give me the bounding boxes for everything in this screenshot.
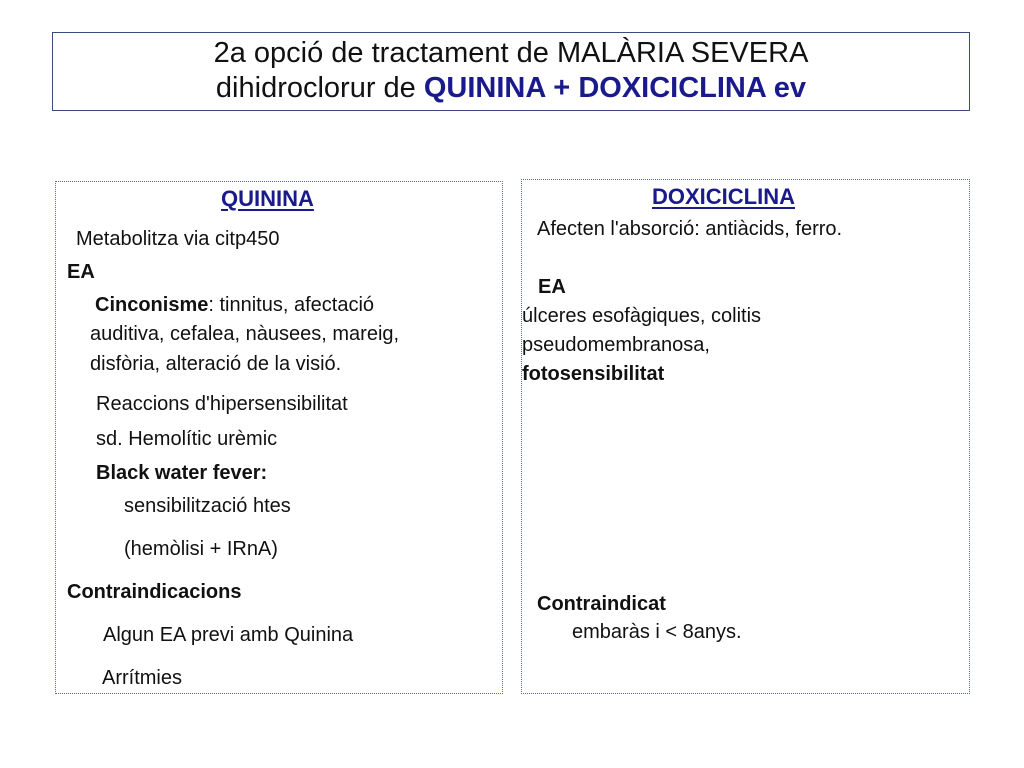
title-line-2 bbox=[53, 71, 969, 106]
title-plus: + bbox=[545, 72, 579, 104]
doxiciclina-contra-text: embaràs i < 8anys. bbox=[572, 621, 742, 643]
doxiciclina-ea-label: EA bbox=[538, 276, 566, 298]
cinconisme-rest: : tinnitus, afectació bbox=[208, 294, 375, 316]
title-prefix: dihidroclorur de bbox=[215, 72, 424, 104]
quinina-cinconisme-line2: auditiva, cefalea, nàusees, mareig, bbox=[90, 323, 400, 345]
quinina-contra-label: Contraindicacions bbox=[67, 581, 242, 603]
doxiciclina-ea-line3: fotosensibilitat bbox=[522, 363, 665, 385]
slide-title bbox=[52, 32, 970, 111]
quinina-contra-1: Algun EA previ amb Quinina bbox=[103, 624, 354, 646]
quinina-metabolism: Metabolitza via citp450 bbox=[76, 228, 280, 250]
quinina-ea-label: EA bbox=[67, 261, 95, 283]
title-drug-doxiciclina: DOXICICLINA bbox=[578, 72, 766, 104]
doxiciclina-panel bbox=[521, 179, 970, 694]
quinina-panel bbox=[55, 181, 503, 694]
quinina-hemolysis: (hemòlisi + IRnA) bbox=[124, 538, 278, 560]
quinina-cinconisme-line3: disfòria, alteració de la visió. bbox=[90, 353, 342, 375]
quinina-contra-2: Arrítmies bbox=[102, 667, 182, 689]
cinconisme-term: Cinconisme bbox=[95, 294, 209, 316]
title-suffix: ev bbox=[765, 72, 807, 104]
quinina-sensitization: sensibilització htes bbox=[124, 495, 291, 517]
doxiciclina-ea-line1: úlceres esofàgiques, colitis bbox=[522, 305, 762, 327]
quinina-hypersensitivity: Reaccions d'hipersensibilitat bbox=[96, 393, 348, 415]
doxiciclina-contra-label: Contraindicat bbox=[537, 593, 666, 615]
doxiciclina-absorption: Afecten l'absorció: antiàcids, ferro. bbox=[537, 218, 843, 240]
title-line-1: 2a opció de tractament de MALÀRIA SEVERA bbox=[213, 37, 809, 69]
doxiciclina-heading: DOXICICLINA bbox=[652, 184, 795, 209]
title-drug-quinina: QUININA bbox=[423, 72, 546, 104]
doxiciclina-ea-line2: pseudomembranosa, bbox=[522, 334, 710, 356]
quinina-cinconisme bbox=[95, 293, 374, 317]
quinina-black-water: Black water fever: bbox=[96, 462, 268, 484]
quinina-heading: QUININA bbox=[221, 186, 314, 211]
quinina-hemolytic: sd. Hemolític urèmic bbox=[96, 428, 278, 450]
